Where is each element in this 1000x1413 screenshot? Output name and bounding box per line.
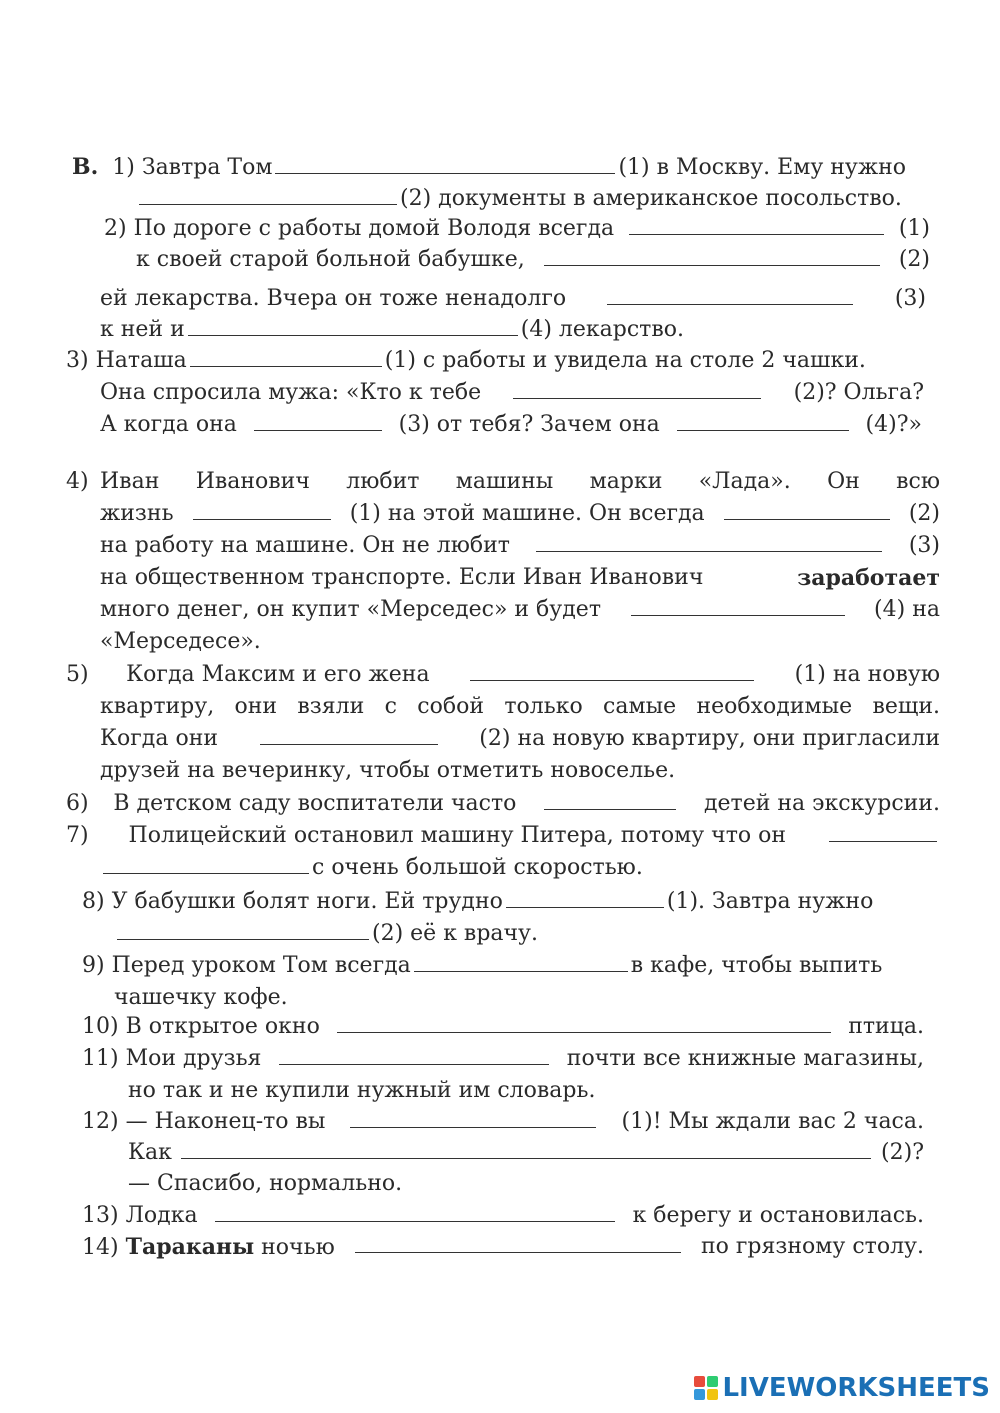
logo-mark-icon — [694, 1376, 718, 1400]
item-8-line-2: (2) её к врачу. — [114, 919, 538, 949]
item-5-line-3: Когда они (2) на новую квартиру, они пригласили — [100, 726, 940, 751]
item-number: 1) — [112, 155, 135, 180]
answer-blank[interactable] — [215, 1201, 615, 1222]
item-4-line-2: жизнь (1) на этой машине. Он всегда (2) — [100, 501, 940, 526]
answer-blank[interactable] — [254, 410, 382, 431]
answer-blank[interactable] — [724, 499, 890, 520]
answer-blank[interactable] — [544, 245, 880, 266]
answer-blank[interactable] — [181, 1138, 871, 1159]
answer-blank[interactable] — [829, 821, 937, 842]
item-4-line-6: «Мерседесе». — [100, 629, 261, 654]
answer-blank[interactable] — [139, 184, 397, 205]
item-12-line-3: — Спасибо, нормально. — [128, 1171, 403, 1196]
item-12-line-1: 12) — Наконец-то вы (1)! Мы ждали вас 2 часа. — [82, 1109, 924, 1134]
item-2-line-1: 2) По дороге с работы домой Володя всегда (1) — [104, 216, 930, 241]
exercise-label: В. — [72, 154, 99, 180]
item-13: 13) Лодка к берегу и остановилась. — [82, 1203, 924, 1228]
answer-blank[interactable] — [188, 315, 518, 336]
item-4-line-5: много денег, он купит «Мерседес» и будет (4) на — [100, 597, 940, 622]
answer-blank[interactable] — [677, 410, 849, 431]
answer-blank[interactable] — [193, 499, 331, 520]
answer-blank[interactable] — [117, 919, 369, 940]
item-5-line-1: 5) Когда Максим и его жена (1) на новую — [66, 662, 940, 687]
item-11-line-2: но так и не купили нужный им словарь. — [128, 1078, 596, 1103]
item-7-line-1: 7) Полицейский остановил машину Питера, потому что он — [66, 821, 940, 851]
answer-blank[interactable] — [629, 214, 884, 235]
answer-blank[interactable] — [536, 531, 882, 552]
item-3-line-1: 3) Наташа (1) с работы и увидела на столе 2 чашки. — [66, 348, 866, 373]
answer-blank[interactable] — [544, 789, 676, 810]
item-2-line-4: к ней и (4) лекарство. — [100, 317, 684, 342]
answer-blank[interactable] — [607, 284, 853, 305]
answer-blank[interactable] — [350, 1107, 596, 1128]
answer-blank[interactable] — [279, 1044, 549, 1065]
item-8-line-1: 8) У бабушки болят ноги. Ей трудно (1). Завтра нужно — [82, 889, 874, 914]
answer-blank[interactable] — [414, 951, 628, 972]
item-1-line-2: (2) документы в американское посольство. — [136, 184, 902, 214]
answer-blank[interactable] — [275, 153, 615, 174]
item-7-line-2: с очень большой скоростью. — [100, 853, 643, 883]
answer-blank[interactable] — [470, 660, 754, 681]
answer-blank[interactable] — [260, 724, 438, 745]
item-5-line-4: друзей на вечеринку, чтобы отметить новоселье. — [100, 758, 676, 783]
liveworksheets-logo — [694, 1375, 990, 1401]
item-2-line-2: к своей старой больной бабушке, (2) — [136, 247, 930, 272]
item-9-line-2: чашечку кофе. — [114, 985, 288, 1010]
answer-blank[interactable] — [355, 1232, 681, 1253]
logo-text: LIVEWORKSHEETS — [722, 1373, 990, 1403]
answer-blank[interactable] — [513, 378, 761, 399]
item-6: 6) В детском саду воспитатели часто детей на экскурсии. — [66, 791, 940, 816]
item-9-line-1: 9) Перед уроком Том всегда в кафе, чтобы выпить — [82, 953, 883, 978]
item-1-line-1: В. 1) Завтра Том (1) в Москву. Ему нужно — [72, 154, 907, 180]
item-14: 14) Тараканы ночью по грязному столу. — [82, 1234, 924, 1260]
item-4-line-4: на общественном транспорте. Если Иван Иванович заработает — [100, 565, 940, 591]
answer-blank[interactable] — [337, 1012, 831, 1033]
item-4-line-3: на работу на машине. Он не любит (3) — [100, 533, 940, 558]
answer-blank[interactable] — [103, 853, 309, 874]
item-3-line-3: А когда она (3) от тебя? Зачем она (4)?» — [100, 412, 922, 437]
item-3-line-2: Она спросила мужа: «Кто к тебе (2)? Ольга? — [100, 380, 924, 405]
answer-blank[interactable] — [631, 595, 845, 616]
item-10: 10) В открытое окно птица. — [82, 1014, 924, 1039]
item-4-line-1: 4) Иван Иванович любит машины марки «Лада». Он всю — [66, 469, 940, 494]
item-12-line-2: Как (2)? — [128, 1140, 924, 1165]
answer-blank[interactable] — [190, 346, 382, 367]
answer-blank[interactable] — [506, 887, 664, 908]
item-11-line-1: 11) Мои друзья почти все книжные магазины, — [82, 1046, 924, 1071]
item-5-line-2: квартиру, они взяли с собой только самые необходимые вещи. — [100, 694, 940, 719]
item-2-line-3: ей лекарства. Вчера он тоже ненадолго (3) — [100, 286, 926, 311]
